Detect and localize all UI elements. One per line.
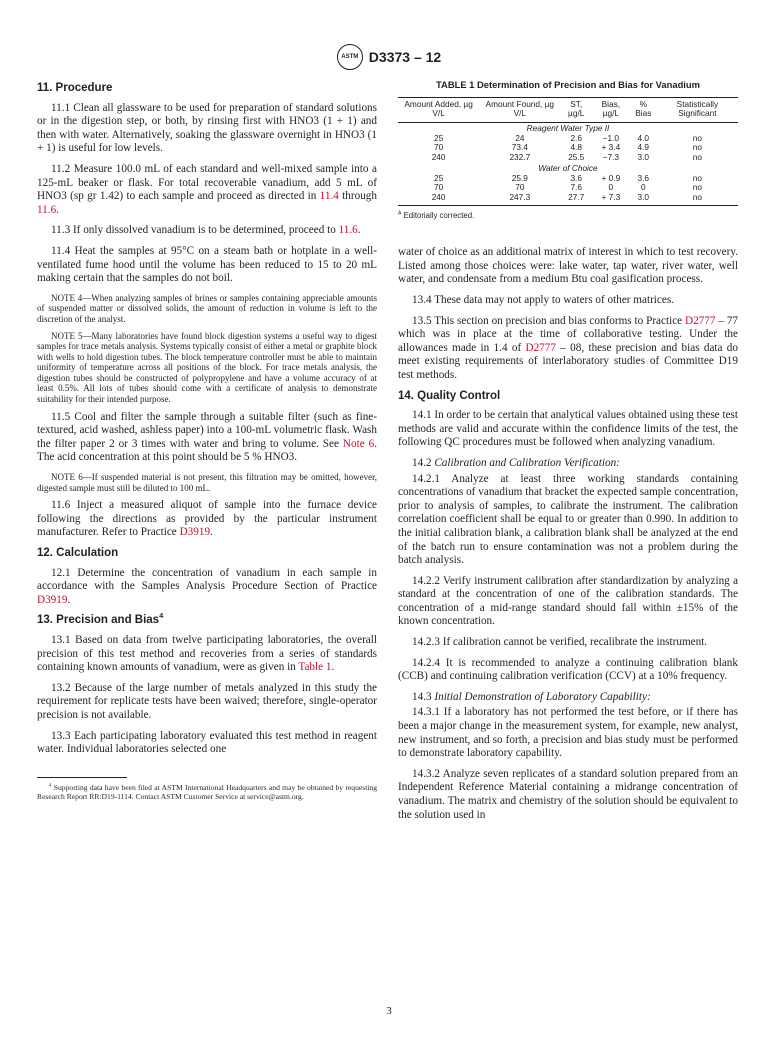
footnote-4: $^4$ Supporting data have been filed at ASTM International Headquarters and may be obtained by requesting Research Report RR:D19-1114. Contact ASTM Customer Service at service@astm.org. [37,782,378,802]
header-bias: Bias, µg/L [592,97,630,122]
table-1 [398,97,738,206]
paragraph-11-6: 11.6 Inject a measured aliquot of sample into the furnace device following the directions as provided by the particular instrument manufacturer. Refer to Practice D3919. [37,499,377,539]
astm-logo-icon: ASTM [337,44,363,70]
section-13-heading: 13. Precision and Bias$^4$ [37,611,164,627]
paragraph-12-1: 12.1 Determine the concentration of vanadium in each sample in accordance with the Samples Analysis Procedure Section of Practice D3919. [37,566,377,606]
paragraph-11-3: 11.3 If only dissolved vanadium is to be determined, proceed to 11.6. [51,224,361,237]
link-table-1[interactable]: Table 1 [298,661,332,674]
section-11-heading: 11. Procedure [37,82,113,94]
paragraph-13-3: 13.3 Each participating laboratory evaluated this test method in reagent water. Individual laboratories selected one [37,729,377,756]
paragraph-11-1: 11.1 Clean all glassware to be used for preparation of standard solutions or in the digestion step, or both, by rinsing first with HNO3 (1 + 1) and then with water. Alternatively, soaking the glassware overnight in HNO3 (1 + 1) is useful for low levels. [37,101,377,155]
table-row: 25 25.9 3.6 + 0.9 3.6 no [433,172,703,183]
table-1-title: TABLE 1 Determination of Precision and Bias for Vanadium [436,79,700,90]
paragraph-13-1: 13.1 Based on data from twelve participating laboratories, the overall precision of this test method and recoveries from a series of standards containing known amounts of vanadium, were as given in Table 1. [37,633,377,674]
paragraph-14-2-2: 14.2.2 Verify instrument calibration after standardization by analyzing a standard at the concentration of one of the calibration standards. The concentration of a mid-range standard should fall within ±15% of the known concentration. [398,574,738,628]
section-12-heading: 12. Calculation [37,547,119,559]
header-amount-found: Amount Found, µg V/L [479,97,560,122]
link-11-6-b[interactable]: 11.6 [338,224,358,237]
note-6: NOTE 6—If suspended material is not present, this filtration may be omitted, however, digested sample must still be diluted to 100 mL. [37,472,377,493]
header-amount-added: Amount Added, µg V/L [398,97,479,122]
link-d3919[interactable]: D3919 [179,526,211,539]
document-designation: D3373 – 12 [368,49,442,65]
link-11-4[interactable]: 11.4 [319,190,339,203]
table-1-footnote: $^A$ Editorially corrected. [398,210,475,220]
link-note-6[interactable]: Note 6 [342,437,375,450]
paragraph-13-2: 13.2 Because of the large number of metals analyzed in this study the requirement for replicate tests have been waived; therefore, single-operator precision is not available. [37,681,377,721]
left-column [37,78,377,802]
paragraph-13-3-continued: water of choice as an additional matrix of interest in which to test recovery. Listed among those choices were: lake water, tap water, river water, well water, and condensate from a medium Btu coal gasification process. [398,246,738,286]
table-row: 240 232.7 25.5 −7.3 3.0 no [431,152,703,163]
table-group-row: Water of Choice [538,162,598,173]
page-number: 3 [386,1005,392,1017]
table-group-row: Reagent Water Type II [526,123,610,133]
paragraph-14-3-2: 14.3.2 Analyze seven replicates of a standard solution prepared from an Independent Reference Material containing a midrange concentration of vanadium. The matrix and chemistry of the solution should be equivalent to the solution used in [398,767,738,821]
paragraph-14-3: 14.3 Initial Demonstration of Laboratory Capability: [412,690,651,703]
paragraph-14-2: 14.2 Calibration and Calibration Verification: [412,456,620,469]
paragraph-13-4: 13.4 These data may not apply to waters of other matrices. [412,294,674,306]
paragraph-14-3-1: 14.3.1 If a laboratory has not performed the test before, or if there has been a major change in the measurement system, for example, new analyst, new instrument, and so forth, a precision and bias study must be performed to demonstrate laboratory capability. [398,706,738,760]
table-row: 70 73.4 4.8 + 3.4 4.9 no [433,142,703,153]
page-header [0,44,778,70]
table-header-row [398,97,738,122]
right-column [398,78,738,829]
table-row: 240 247.3 27.7 + 7.3 3.0 no [398,193,738,205]
paragraph-14-2-4: 14.2.4 It is recommended to analyze a continuing calibration blank (CCB) and continuing calibration verification (CCV) at a 10% frequency. [398,656,738,683]
note-4: NOTE 4—When analyzing samples of brines or samples containing appreciable amounts of suspended matter or dissolved solids, the amount of reduction in volume is left to the discretion of the analyst. [37,292,377,324]
table-row: 25 24 2.6 −1.0 4.0 no [433,132,703,143]
link-11-6[interactable]: 11.6 [37,203,57,216]
table-row: 70 70 7.6 0 0 no [433,182,703,193]
link-d2777[interactable]: D2777 [685,314,716,327]
note-5: NOTE 5—Many laboratories have found block digestion systems a useful way to digest samples for trace metals analysis. Systems typically consist of either a metal or graphite block with wells to hold digestion tubes. The block temperature controller must be able to maintain uniformity of temperature across all positions of the block. For trace metals analysis, the digestion tubes should be constructed of polypropylene and have a volume accuracy of at least 0.5%. All lots of tubes should come with a certificate of analysis to demonstrate suitability for their intended purpose. [37,330,377,405]
paragraph-11-5: 11.5 Cool and filter the sample through a suitable filter (such as fine-textured, acid washed, ashless paper) into a 100-mL volumetric flask. Wash the filter paper 2 or 3 times with water and bring to volume. See Note 6. The acid concentration at this point should be 5 % HNO3. [37,410,377,464]
paragraph-11-2: 11.2 Measure 100.0 mL of each standard and well-mixed sample into a 125-mL beaker or flask. For total recoverable vanadium, add 5 mL of HNO3 (sp gr 1.42) to each sample and proceed as directed in 11.4 through 11.6. [37,162,377,216]
link-d3919-b[interactable]: D3919 [37,593,68,606]
paragraph-13-5: 13.5 This section on precision and bias conforms to Practice D2777 – 77 which was in place at the time of collaborative testing. Under the allowances made in 1.4 of D2777 – 08, these precision and bias data do meet existing requirements of interlaboratory studies of Committee D19 test methods. [398,314,739,381]
paragraph-14-2-3: 14.2.3 If calibration cannot be verified, recalibrate the instrument. [412,636,708,649]
footnote-divider [37,777,127,778]
header-percent-bias: % Bias [630,97,657,122]
link-d2777-b[interactable]: D2777 [525,341,556,354]
header-st: ST, µg/L [560,97,592,122]
paragraph-14-1: 14.1 In order to be certain that analytical values obtained using these test methods are valid and accurate within the confidence limits of the test, the following QC procedures must be followed when analyzing vanadium. [398,409,738,449]
paragraph-11-4: 11.4 Heat the samples at 95°C on a steam bath or hotplate in a well-ventilated fume hood until the volume has been reduced to 15 to 20 mL making certain that the samples do not boil. [37,244,377,285]
section-14-heading: 14. Quality Control [398,389,501,402]
header-significant: Statistically Significant [657,97,738,122]
paragraph-14-2-1: 14.2.1 Analyze at least three working standards containing concentrations of vanadium that bracket the expected sample concentration, prior to analysis of samples, to calibrate the instrument. The calibration correlation coefficient shall be equal to or greater than 0.990. In addition to the initial calibration blank, a calibration blank shall be analyzed at the end of the batch run to ensure contamination was not a problem during the batch analysis. [398,472,738,567]
